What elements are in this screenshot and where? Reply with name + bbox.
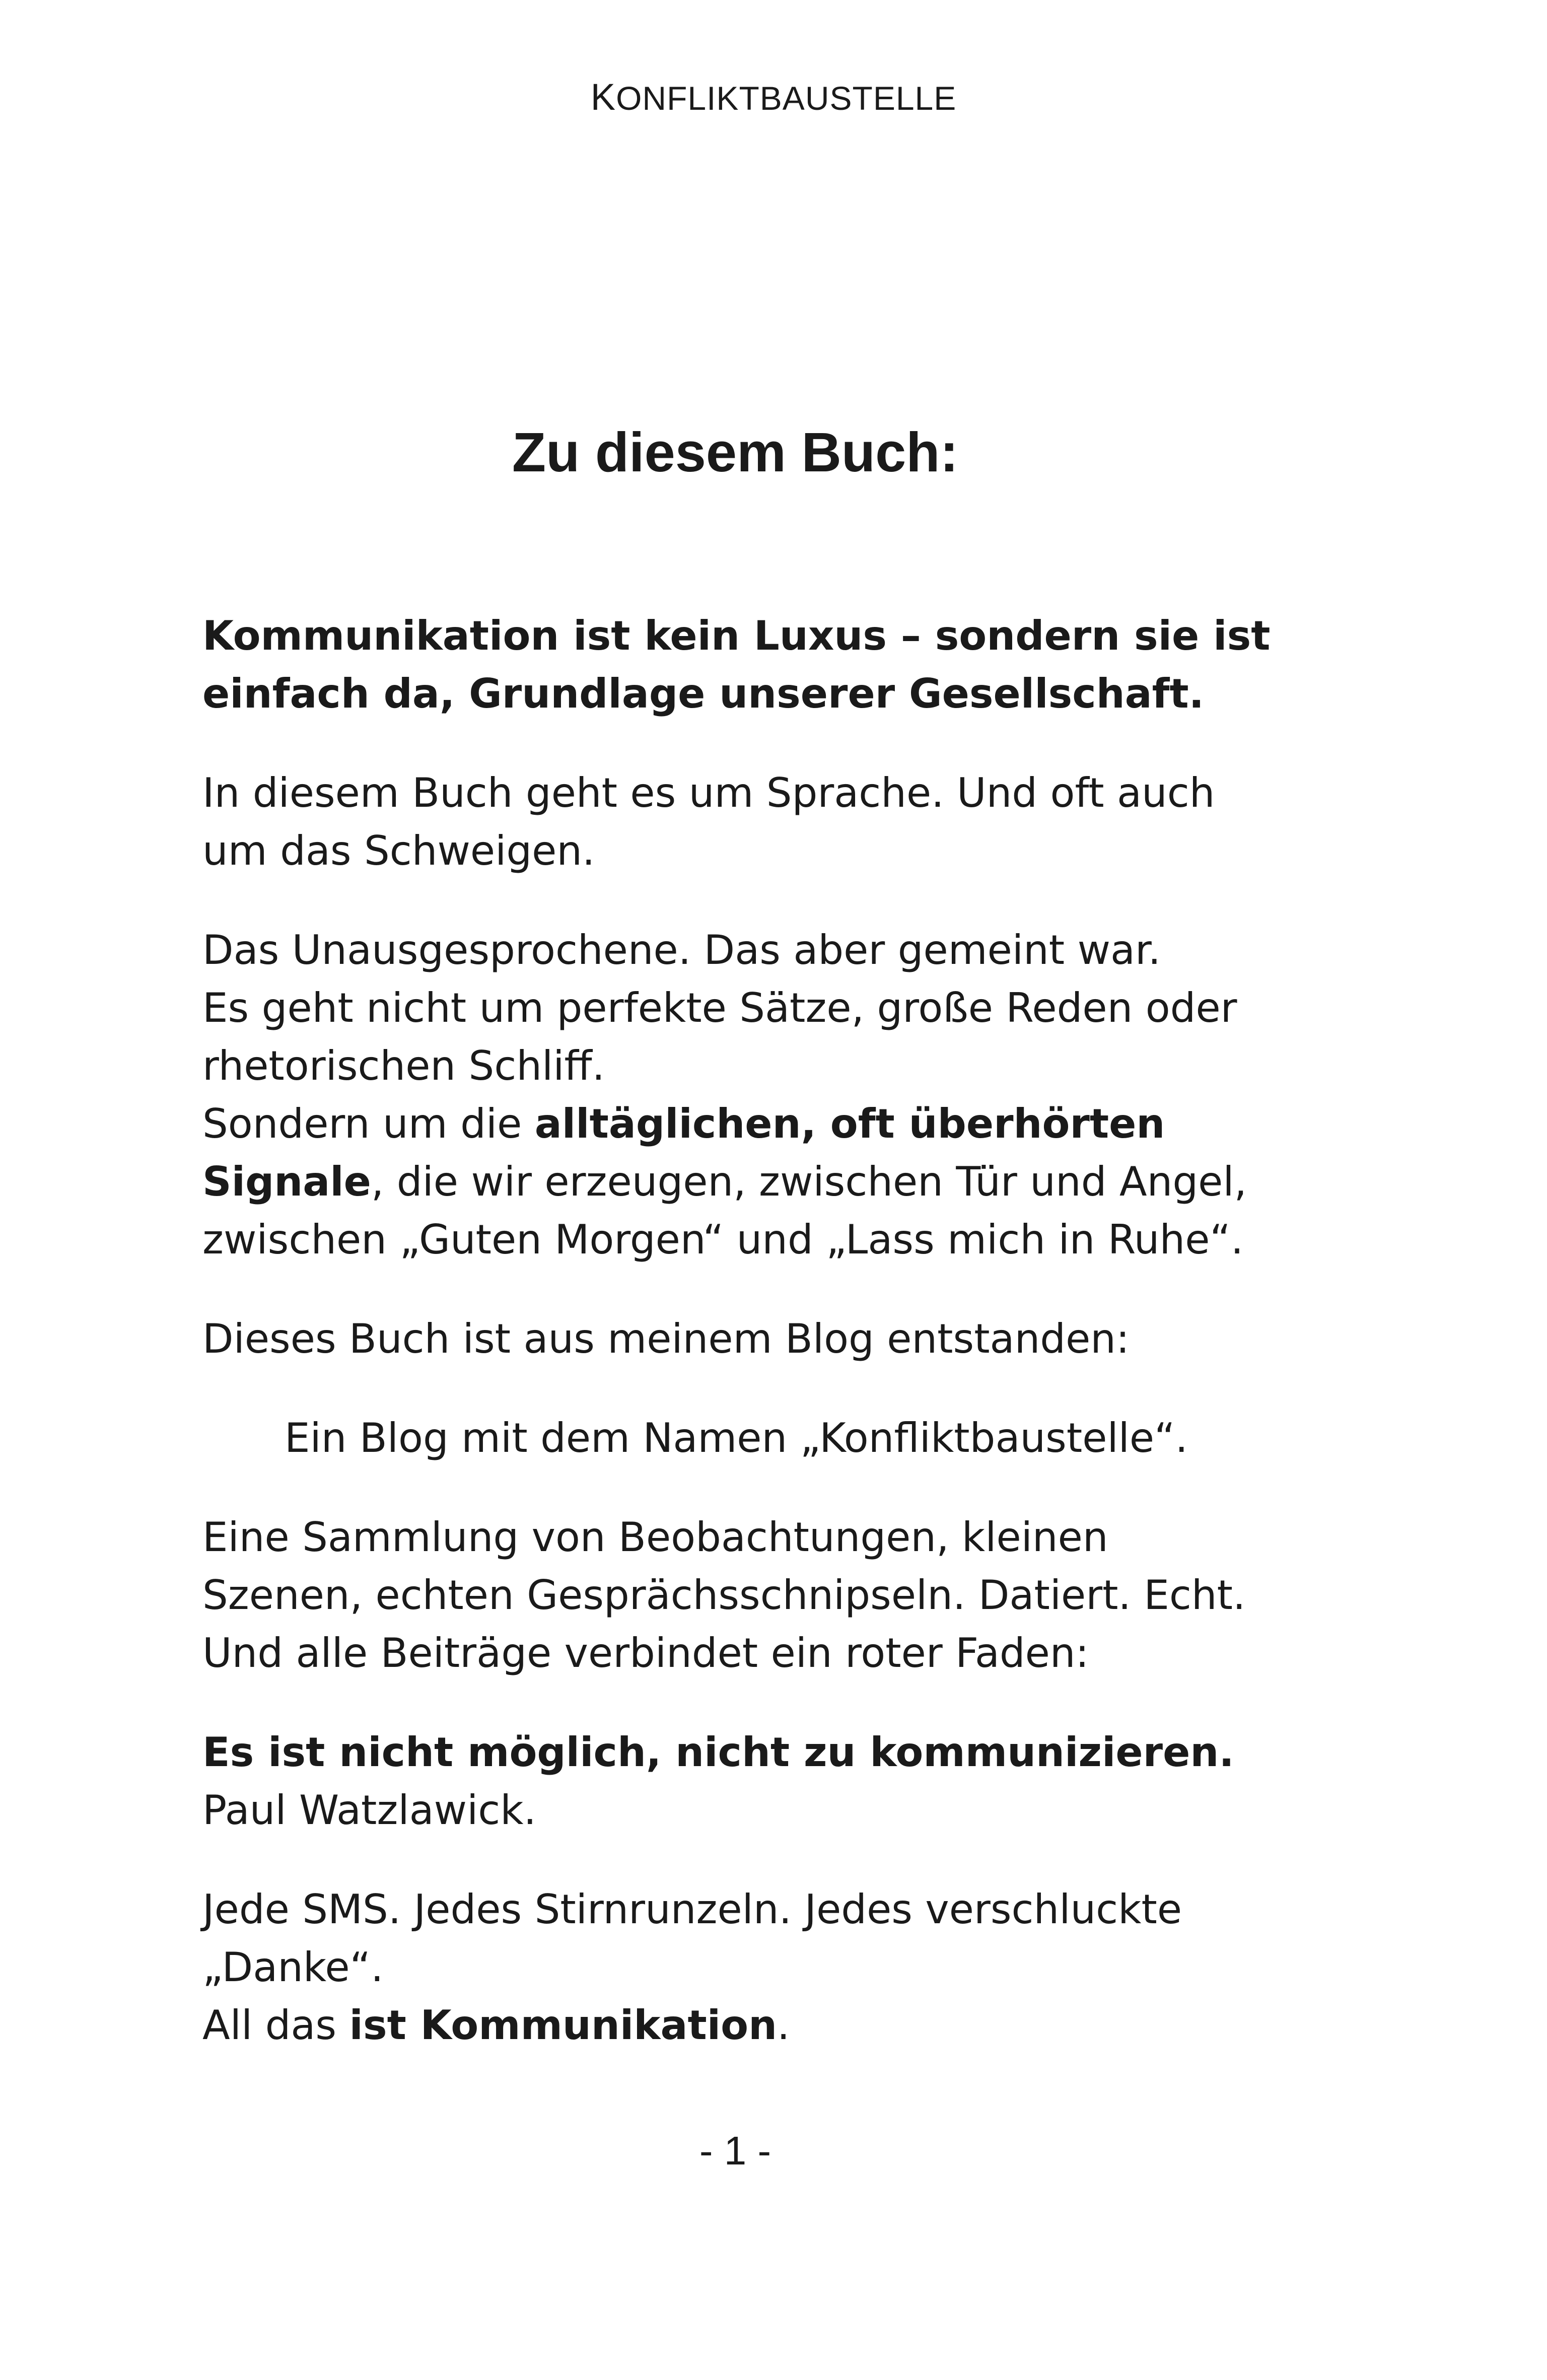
text-run: All das bbox=[202, 2002, 349, 2049]
text-run: Sondern um die bbox=[202, 1100, 535, 1147]
page-title: Zu diesem Buch: bbox=[512, 422, 959, 483]
emphasis-text: alltäglichen, oft überhörten bbox=[534, 1100, 1165, 1147]
paragraph-intro bbox=[202, 607, 1351, 723]
page-number: - 1 - bbox=[699, 2128, 771, 2173]
text-line: Es geht nicht um perfekte Sätze, große Reden oder bbox=[202, 985, 1237, 1031]
text-line: Ein Blog mit dem Namen „Konfliktbaustelle“. bbox=[285, 1415, 1188, 1461]
quote-text: Es ist nicht möglich, nicht zu kommunizieren. bbox=[202, 1729, 1234, 1776]
text-line: Und alle Beiträge verbindet ein roter Faden: bbox=[202, 1630, 1089, 1676]
paragraph-unspoken bbox=[202, 921, 1351, 1269]
text-run: , die wir erzeugen, zwischen Tür und Angel, bbox=[371, 1158, 1247, 1205]
text-line: Dieses Buch ist aus meinem Blog entstanden: bbox=[202, 1315, 1130, 1362]
text-line: um das Schweigen. bbox=[202, 827, 595, 874]
text-line bbox=[202, 1996, 1351, 2054]
text-line: „Danke“. bbox=[202, 1944, 384, 1991]
paragraph-collection bbox=[202, 1508, 1351, 1682]
text-run: . bbox=[777, 2002, 790, 2049]
emphasis-text: Signale bbox=[202, 1158, 371, 1205]
emphasis-text: ist Kommunikation bbox=[349, 2002, 778, 2049]
text-line bbox=[202, 1095, 1351, 1153]
text-line: Jede SMS. Jedes Stirnrunzeln. Jedes verschluckte bbox=[202, 1886, 1182, 1933]
running-header bbox=[0, 76, 1547, 118]
running-header-initial: K bbox=[590, 76, 616, 118]
running-header-rest: ONFLIKTBAUSTELLE bbox=[616, 80, 957, 117]
paragraph-language bbox=[202, 764, 1351, 880]
text-line: Kommunikation ist kein Luxus – sondern sie ist bbox=[202, 612, 1271, 659]
text-line: einfach da, Grundlage unserer Gesellschaft. bbox=[202, 670, 1205, 717]
paragraph-origin bbox=[202, 1310, 1351, 1368]
text-line: Szenen, echten Gesprächsschnipseln. Datiert. Echt. bbox=[202, 1572, 1246, 1619]
paragraph-examples bbox=[202, 1880, 1351, 2054]
text-line: Eine Sammlung von Beobachtungen, kleinen bbox=[202, 1514, 1108, 1561]
paragraph-quote bbox=[202, 1723, 1351, 1839]
text-line: In diesem Buch geht es um Sprache. Und oft auch bbox=[202, 769, 1215, 816]
text-line: Das Unausgesprochene. Das aber gemeint war. bbox=[202, 927, 1161, 973]
body-text bbox=[202, 607, 1351, 2095]
quote-author: Paul Watzlawick. bbox=[202, 1787, 537, 1834]
text-line: zwischen „Guten Morgen“ und „Lass mich in Ruhe“. bbox=[202, 1216, 1244, 1263]
text-line: rhetorischen Schliff. bbox=[202, 1042, 605, 1089]
paragraph-blog-name bbox=[202, 1409, 1351, 1467]
text-line bbox=[202, 1153, 1351, 1211]
